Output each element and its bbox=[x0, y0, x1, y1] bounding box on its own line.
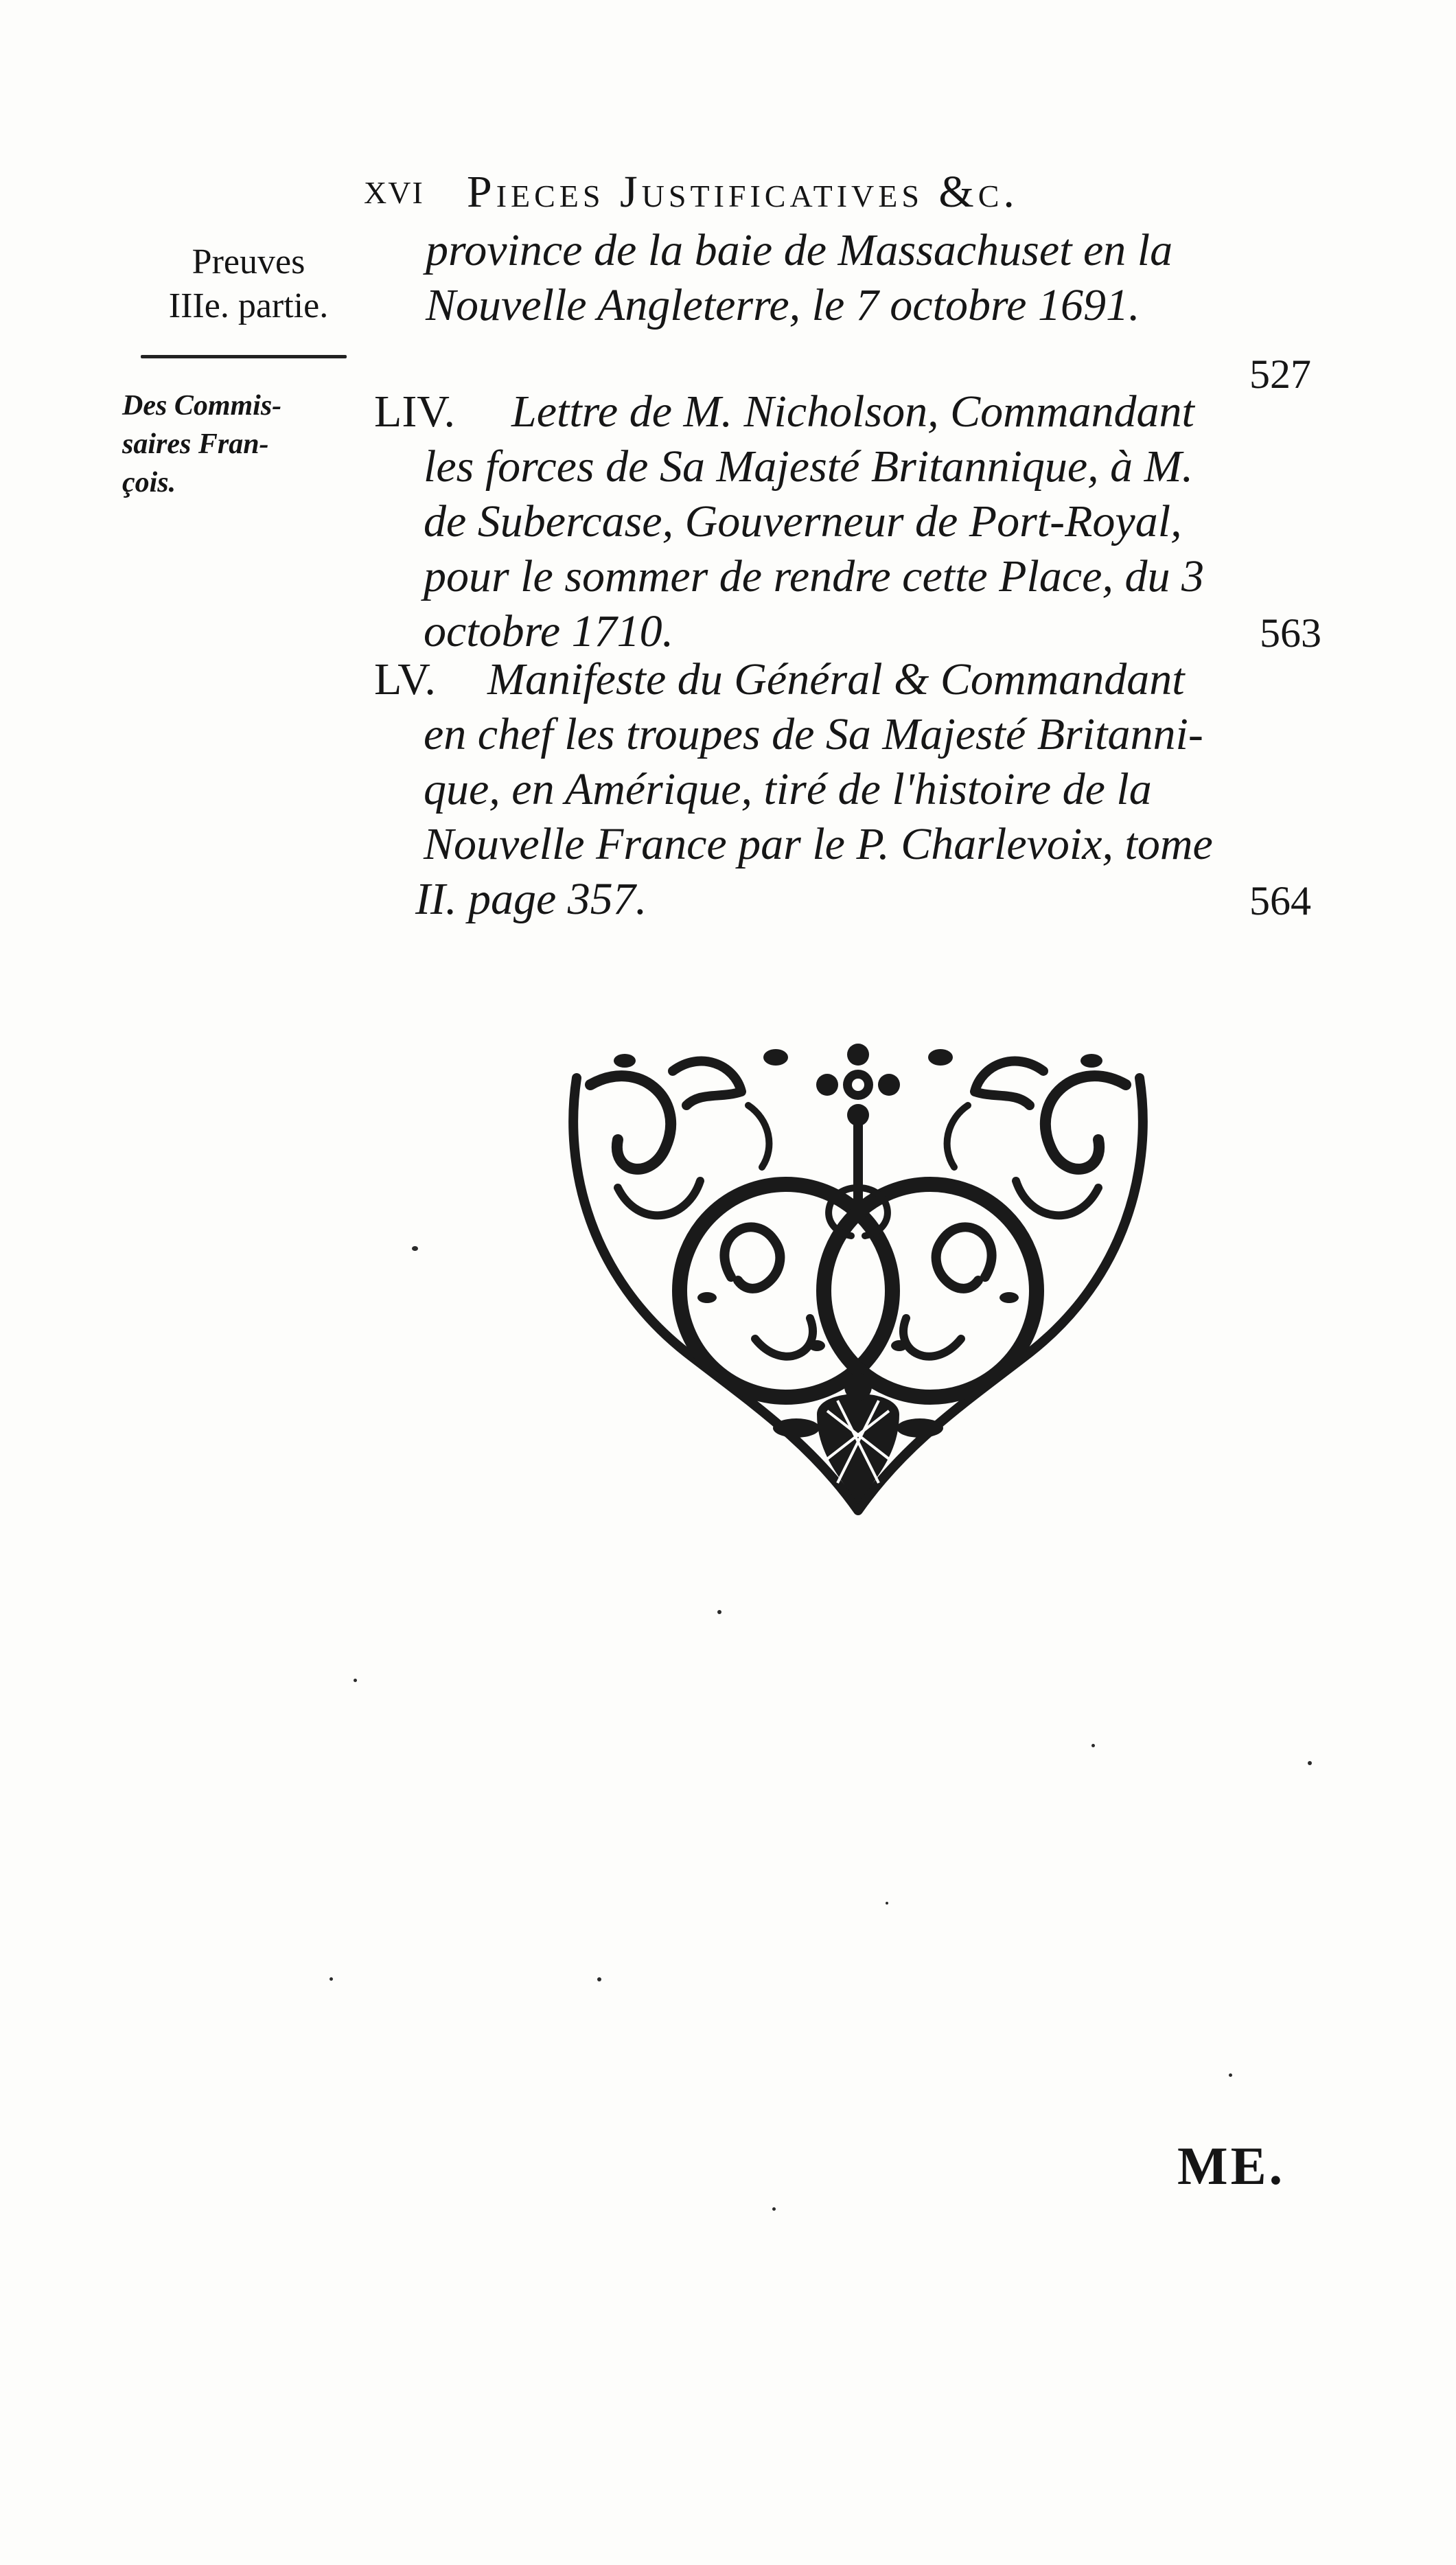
paper-speck bbox=[412, 1246, 418, 1251]
margin-commis-line2: saires Fran- bbox=[122, 428, 269, 460]
running-title: Pieces Justificatives &c. bbox=[467, 167, 1019, 217]
entry-number: LV. bbox=[374, 654, 436, 704]
tailpiece-ornament bbox=[549, 1030, 1167, 1531]
margin-preuves-line1: Preuves bbox=[192, 242, 305, 281]
entry-line: province de la baie de Massachuset en la bbox=[426, 225, 1173, 275]
paper-speck bbox=[354, 1679, 357, 1682]
entry-line: octobre 1710. bbox=[424, 606, 674, 656]
margin-note-preuves bbox=[118, 240, 379, 328]
paper-speck bbox=[886, 1902, 888, 1905]
entry-number: LIV. bbox=[374, 387, 455, 437]
entry-line: de Subercase, Gouverneur de Port-Royal, bbox=[424, 496, 1182, 547]
page-reference: 563 bbox=[1260, 610, 1321, 656]
paper-speck bbox=[597, 1977, 601, 1981]
page-folio: XVI bbox=[364, 175, 424, 210]
paper-speck bbox=[772, 2207, 776, 2211]
entry-line: pour le sommer de rendre cette Place, du 3 bbox=[424, 551, 1204, 601]
margin-note-commissaires bbox=[122, 387, 369, 502]
entry-line: II. page 357. bbox=[415, 874, 647, 924]
margin-commis-line3: çois. bbox=[122, 467, 176, 498]
paper-speck bbox=[330, 1977, 333, 1981]
entry-line: Lettre de M. Nicholson, Commandant bbox=[511, 387, 1194, 437]
entry-line: Nouvelle France par le P. Charlevoix, tome bbox=[424, 819, 1213, 869]
entry-line: les forces de Sa Majesté Britannique, à M. bbox=[424, 441, 1194, 492]
catchword: ME. bbox=[1177, 2136, 1286, 2196]
page-reference: 564 bbox=[1249, 878, 1311, 923]
margin-preuves-line2: IIIe. partie. bbox=[168, 286, 329, 325]
margin-commis-line1: Des Commis- bbox=[122, 390, 282, 422]
running-head bbox=[364, 166, 1325, 221]
entry-line: Nouvelle Angleterre, le 7 octobre 1691. bbox=[426, 280, 1140, 330]
margin-divider bbox=[141, 355, 347, 358]
entry-line: Manifeste du Général & Commandant bbox=[487, 654, 1185, 704]
entry-line: en chef les troupes de Sa Majesté Britanni- bbox=[424, 709, 1203, 759]
paper-speck bbox=[1229, 2073, 1232, 2077]
entry-continuation bbox=[426, 223, 1345, 402]
entry-lv bbox=[374, 652, 1349, 927]
entry-line: que, en Amérique, tiré de l'histoire de la bbox=[424, 764, 1152, 814]
paper-speck bbox=[1308, 1761, 1312, 1765]
page-reference: 527 bbox=[1249, 352, 1311, 397]
entry-liv bbox=[374, 384, 1349, 659]
paper-speck bbox=[1091, 1744, 1095, 1747]
paper-speck bbox=[717, 1610, 721, 1614]
